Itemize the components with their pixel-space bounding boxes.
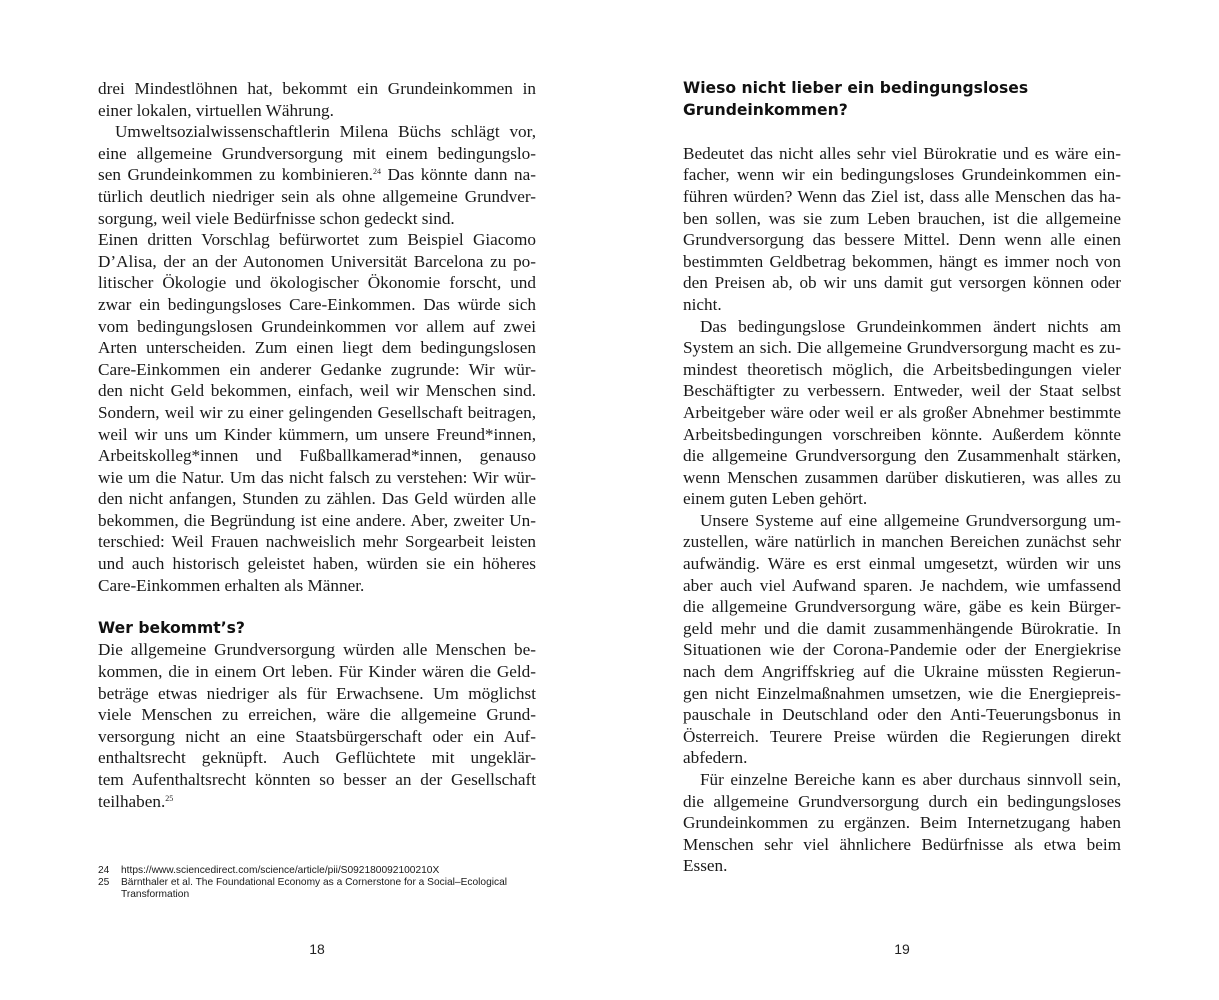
text-line: wenn Menschen zusammen darüber diskutieren, was alles zu xyxy=(683,467,1121,487)
text-line: abfedern. xyxy=(683,748,748,768)
text-line: Care-Einkommen erhalten als Männer. xyxy=(98,575,365,595)
text-line: führen würden? Wenn das Ziel ist, dass alle Menschen das ha- xyxy=(683,186,1121,206)
footnote-reference[interactable]: 25 xyxy=(165,793,174,803)
text-line: bestimmten Geldbetrag bekommen, hängt es immer noch von xyxy=(683,251,1121,271)
text-line: Bedeutet das nicht alles sehr viel Bürokratie und es wäre ein- xyxy=(683,143,1121,163)
text-line: beträge etwas niedriger als für Erwachsene. Um möglichst xyxy=(98,683,536,703)
text-line: terschied: Weil Frauen nachweislich mehr Sorgearbeit leisten xyxy=(98,532,536,552)
paragraph xyxy=(98,229,536,596)
text-line: sorgung, weil viele Bedürfnisse schon gedeckt sind. xyxy=(98,208,455,228)
text-line: den nicht anfangen, Stunden zu zählen. Das Geld würden alle xyxy=(98,489,536,509)
page-number: 18 xyxy=(309,941,325,957)
text-line: einer lokalen, virtuellen Währung. xyxy=(98,100,334,120)
footnote xyxy=(98,865,538,877)
footnotes xyxy=(98,865,538,901)
text-line: zustellen, wäre natürlich in manchen Bereichen zunächst sehr xyxy=(683,532,1121,552)
heading-line: Grundeinkommen? xyxy=(683,100,848,119)
left-text-column xyxy=(98,78,536,812)
text-line: Care-Einkommen ein anderer Gedanke zugrunde: Wir wür- xyxy=(98,359,536,379)
text-line: Grundeinkommen zu ergänzen. Beim Internetzugang haben xyxy=(683,813,1121,833)
text-line xyxy=(98,791,536,813)
page-number: 19 xyxy=(894,941,910,957)
text-line: wie um die Natur. Um das nicht falsch zu verstehen: Wir wür- xyxy=(98,467,536,487)
text-line: Die allgemeine Grundversorgung würden alle Menschen be- xyxy=(98,640,536,660)
text-line: bekommen, die Begründung ist eine andere. Aber, zweiter Un- xyxy=(98,510,536,530)
text-line: und auch historisch geleistet haben, würden sie ein höheres xyxy=(98,554,536,574)
text-line: System an sich. Die allgemeine Grundversorgung macht es zu- xyxy=(683,338,1121,358)
footnote-link[interactable]: https://www.sciencedirect.com/science/article/pii/S092180092100210X xyxy=(121,865,440,876)
text-fragment: sen Grundeinkommen zu kombinieren. xyxy=(98,165,373,185)
footnote-reference[interactable]: 24 xyxy=(372,167,381,177)
text-line xyxy=(98,164,536,186)
footnote-text: Bärnthaler et al. The Foundational Economy as a Cornerstone for a Social–Ecological Transformation xyxy=(121,877,508,900)
text-line: Österreich. Teurere Preise würden die Regierungen direkt xyxy=(683,726,1121,746)
text-line: geld mehr und die damit zusammenhängende Bürokratie. In xyxy=(683,618,1121,638)
text-line: Sondern, weil wir zu einer gelingenden Gesellschaft beitragen, xyxy=(98,402,536,422)
text-line: tem Aufenthaltsrecht könnten so besser an der Gesellschaft xyxy=(98,770,536,789)
text-line: türlich deutlich niedriger sein als ohne allgemeine Grundver- xyxy=(98,186,536,206)
text-line: litischer Ökologie und ökologischer Ökonomie forscht, und xyxy=(98,273,536,293)
text-line: ben sollen, was sie zum Leben brauchen, ist die allgemeine xyxy=(683,208,1121,228)
text-line: nach dem Angriffskrieg auf die Ukraine müssten Regierun- xyxy=(683,662,1121,682)
heading-line: Wieso nicht lieber ein bedingungsloses xyxy=(683,79,1029,97)
body-text xyxy=(683,143,1121,877)
footnote xyxy=(98,877,538,901)
text-line: zwar ein bedingungsloses Care-Einkommen. Das würde sich xyxy=(98,294,536,314)
text-line: eine allgemeine Grundversorgung mit einem bedingungslo- xyxy=(98,143,536,163)
text-line: viele Menschen zu erreichen, wäre die allgemeine Grund- xyxy=(98,705,536,725)
spacer xyxy=(683,121,1121,143)
footnote-number: 25 xyxy=(98,877,110,888)
text-line: versorgung nicht an eine Staatsbürgerschaft oder ein Auf- xyxy=(98,726,536,746)
paragraph xyxy=(98,639,536,812)
text-line: Für einzelne Bereiche kann es aber durchaus sinnvoll sein, xyxy=(700,770,1121,789)
text-line: kommen, die in einem Ort leben. Für Kinder wären die Geld- xyxy=(98,662,536,682)
text-line: Arbeitgeber wäre oder weil er als großer Abnehmer bestimmte xyxy=(683,402,1121,422)
text-line: enthaltsrecht geknüpft. Auch Geflüchtete mit ungeklär- xyxy=(98,748,536,768)
text-line: Umweltsozialwissenschaftlerin Milena Büchs schlägt vor, xyxy=(115,122,536,142)
text-line: Unsere Systeme auf eine allgemeine Grundversorgung um- xyxy=(700,510,1121,530)
text-line: nicht. xyxy=(683,294,722,314)
paragraph xyxy=(683,143,1121,316)
text-line: drei Mindestlöhnen hat, bekommt ein Grundeinkommen in xyxy=(98,79,536,98)
text-line: gen nicht Einzelmaßnahmen umsetzen, wie die Energiepreis- xyxy=(683,683,1121,703)
paragraph xyxy=(683,510,1121,769)
text-line: die allgemeine Grundversorgung wäre, gäbe es kein Bürger- xyxy=(683,597,1121,617)
right-page xyxy=(610,0,1219,1000)
text-line: Arbeitsbedingungen vorschreiben könnte. Außerdem könnte xyxy=(683,424,1121,444)
paragraph xyxy=(683,769,1121,877)
text-line: den Preisen ab, ob wir uns damit gut versorgen können oder xyxy=(683,273,1121,293)
paragraph xyxy=(98,78,536,121)
text-line: Grundversorgung das bessere Mittel. Denn wenn alle einen xyxy=(683,230,1121,250)
text-line: Arten unterscheiden. Zum einen liegt dem bedingungslosen xyxy=(98,338,536,358)
right-text-column xyxy=(683,78,1121,877)
text-line: den nicht Geld bekommen, einfach, weil wir Menschen sind. xyxy=(98,381,536,401)
text-line: Essen. xyxy=(683,856,728,876)
section-heading xyxy=(683,78,1121,121)
spacer xyxy=(98,596,536,618)
text-line: die allgemeine Grundversorgung durch ein bedingungsloses xyxy=(683,791,1121,811)
paragraph xyxy=(98,121,536,229)
text-line: aufwändig. Wäre es erst einmal umgesetzt, würden wir uns xyxy=(683,554,1121,574)
text-line: Arbeitskolleg*innen und Fußballkamerad*innen, genauso xyxy=(98,446,536,466)
text-line: Einen dritten Vorschlag befürwortet zum Beispiel Giacomo xyxy=(98,230,536,250)
text-line: Menschen sehr viel ähnlichere Bedürfnisse als etwa beim xyxy=(683,834,1121,854)
text-line: mindest theoretisch möglich, die Arbeitsbedingungen vieler xyxy=(683,359,1121,379)
text-line: Das bedingungslose Grundeinkommen ändert nichts am xyxy=(700,316,1121,336)
text-line: weil wir uns um Kinder kümmern, um unsere Freund*innen, xyxy=(98,424,536,444)
paragraph xyxy=(683,316,1121,510)
text-fragment: Das könnte dann na- xyxy=(380,165,536,185)
text-line: facher, wenn wir ein bedingungsloses Grundeinkommen ein- xyxy=(683,165,1121,185)
text-line: D’Alisa, der an der Autonomen Universität Barcelona zu po- xyxy=(98,251,536,271)
text-line: aber auch viel Aufwand sparen. Je nachdem, wie umfassend xyxy=(683,575,1121,595)
text-fragment: teilhaben. xyxy=(98,791,166,811)
text-line: pauschale in Deutschland oder den Anti-Teuerungsbonus in xyxy=(683,705,1121,725)
footnote-number: 24 xyxy=(98,865,110,876)
text-line: einem guten Leben gehört. xyxy=(683,489,868,509)
text-line: Beschäftigter zu verbessern. Entweder, weil der Staat selbst xyxy=(683,381,1121,401)
text-line: die allgemeine Grundversorgung den Zusammenhalt stärken, xyxy=(683,446,1121,466)
text-line: Situationen wie der Corona-Pandemie oder der Energiekrise xyxy=(683,640,1121,660)
section-heading: Wer bekommt’s? xyxy=(98,618,245,637)
text-line: vom bedingungslosen Grundeinkommen vor allem auf zwei xyxy=(98,316,536,336)
